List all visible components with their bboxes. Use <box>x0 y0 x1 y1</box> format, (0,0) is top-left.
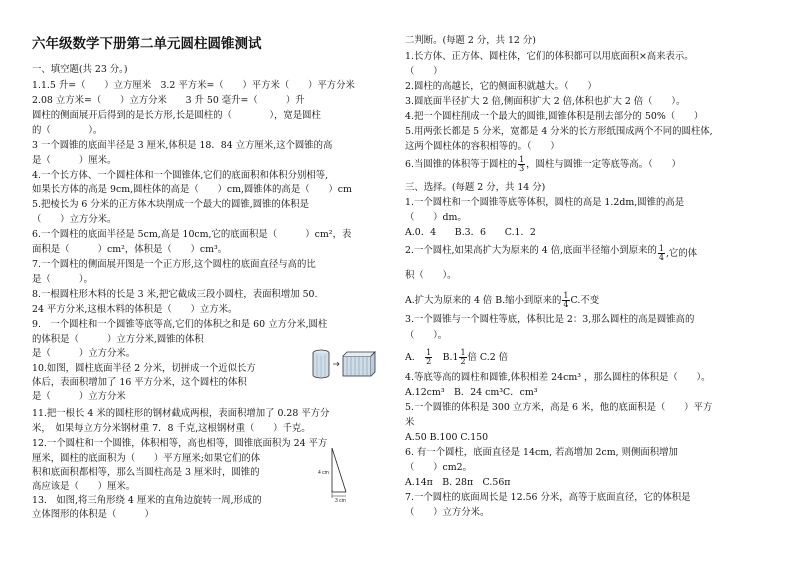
left-line: 的体积是（ ）立方分米,圆锥的体积 <box>32 334 204 345</box>
left-line: 9. 一个圆柱和一个圆锥等底等高,它们的体积之和是 60 立方分米,圆柱 <box>32 319 328 330</box>
left-line: 1.1.5 升=（ ）立方厘米 3.2 平方米=（ ）平方米（ ）平方分米 <box>32 80 355 91</box>
choice-3-line1: 3.一个圆锥与一个圆柱等底，体积比是 2：3,那么圆柱的高是圆锥高的 <box>405 314 695 325</box>
left-line: 米， 如果每立方分米钢材重 7．8 千克,这根钢材重（ ）千克。 <box>32 423 311 434</box>
left-line: 面积是（ ）cm²，体积是（ ）cm³。 <box>32 244 228 255</box>
choice-line: （ ）cm2。 <box>405 462 472 473</box>
triangle-figure <box>316 446 366 502</box>
fraction-one-fourth: $\frac{1}{4}$ <box>658 244 664 262</box>
left-line: 厘米，圆柱的底面积为（ ）平方厘米;如果它们的体 <box>32 453 261 464</box>
left-line: 是（ ）立方分米。 <box>32 348 136 359</box>
left-line: 一、填空题(共 23 分。) <box>32 64 128 75</box>
left-line: 24 平方分米,这根木料的体积是（ ）立方米。 <box>32 304 238 315</box>
choice-line: A.0．4 B.3．6 C.1．2 <box>405 227 536 238</box>
left-line: （ ）立方分米。 <box>32 214 117 225</box>
choice-line: 5.一个圆锥的体积是 300 立方米，高是 6 米，他的底面积是（ ）平方 <box>405 402 713 413</box>
judge-line: 5.用两张长都是 5 分米，宽都是 4 分米的长方形纸围成两个不同的圆柱体, <box>405 126 713 137</box>
left-line: 5.把棱长为 6 分米的正方体木块削成一个最大的圆锥,圆锥的体积是 <box>32 199 309 210</box>
choice-line: 7.一个圆柱的底面周长是 12.56 分米，高等于底面直径，它的体积是 <box>405 492 691 503</box>
choice-2-line2: 积（ ）。 <box>405 270 457 281</box>
left-line: 如果长方体的高是 9cm,圆柱体的高是（ ）cm,圆锥体的高是（ ）cm <box>32 184 352 195</box>
left-line: 12.一个圆柱和一个圆锥，体积相等，高也相等，圆锥底面积为 24 平方 <box>32 438 328 449</box>
choice-3-line2: （ ）。 <box>405 330 448 341</box>
choice-3-options: A. $\frac{1}{2}$ B.1 $\frac{1}{2}$ 倍 C.2 倍 <box>405 348 509 366</box>
left-line: 2.08 立方米=（ ）立方分米 3 升 50 毫升=（ ）升 <box>32 95 305 106</box>
left-line: 积和底面积都相等，那么当圆柱高是 3 厘米时，圆锥的 <box>32 467 260 478</box>
left-line: 13. 如图,将三角形绕 4 厘米的直角边旋转一周,形成的 <box>32 495 262 506</box>
left-line: 8.一根圆柱形木料的长是 3 米,把它截成三段小圆柱，表面积增加 50. <box>32 289 318 300</box>
choice-line: 6. 有一个圆柱，底面直径是 14cm, 若高增加 2cm, 则侧面积增加 <box>405 447 678 458</box>
judge-line: 这两个圆柱体的容积相等的。（ ） <box>405 141 560 152</box>
left-line: 3 一个圆锥的底面半径是 3 厘米,体积是 18．84 立方厘米,这个圆锥的高 <box>32 140 333 151</box>
judge-line: （ ） <box>405 66 443 77</box>
choice-line: （ ）立方分米。 <box>405 507 490 518</box>
choice-line: 米 <box>405 417 415 428</box>
fraction-one-half-b: $\frac{1}{2}$ <box>460 348 466 366</box>
judge-item-6: 6.当圆锥的体积等于圆柱的 $\frac{1}{3}$ ，圆柱与圆锥一定等底等高。（ ） <box>405 155 681 173</box>
left-line: 圆柱的侧面展开后得到的是长方形,长是圆柱的（ ），宽是圆柱 <box>32 110 321 121</box>
fraction-one-half: $\frac{1}{2}$ <box>426 348 432 366</box>
choice-line: A.12cm³ B．24 cm³C．cm³ <box>405 387 538 398</box>
judge-line: 3.圆底面半径扩大 2 倍,侧面积扩大 2 倍,体积也扩大 2 倍（ ）。 <box>405 96 686 107</box>
choice-line: 4.等底等高的圆柱和圆锥,体积相差 24cm³ ，那么圆柱的体积是（ ）。 <box>405 372 711 383</box>
left-line: 是（ ）厘米。 <box>32 155 117 166</box>
left-line: 4.一个长方体、一个圆柱体和一个圆锥体,它们的底面积和体积分别相等, <box>32 170 329 181</box>
choice-line: A.50 B.100 C.150 <box>405 432 489 443</box>
left-line: 7.一个圆柱的侧面展开图是一个正方形,这个圆柱的底面直径与高的比 <box>32 259 316 270</box>
left-line: 是（ ）。 <box>32 274 93 285</box>
triangle-side-label: 4 cm <box>318 470 329 476</box>
left-line: 是（ ）立方分米 <box>32 391 126 402</box>
fraction-option-one-fourth: $\frac{1}{4}$ <box>563 291 569 309</box>
left-line: 6.一个圆柱的底面半径是 5cm,高是 10cm,它的底面积是（ ）cm²，表 <box>32 229 352 240</box>
fraction-one-third: $\frac{1}{3}$ <box>519 155 525 173</box>
left-line: 高应该是（ ）厘米。 <box>32 481 136 492</box>
triangle-base-label: 3 cm <box>335 498 346 502</box>
left-line: 的（ ）。 <box>32 125 103 136</box>
left-line: 11.把一根长 4 米的圆柱形的钢材截成两根，表面积增加了 0.28 平方分 <box>32 408 330 419</box>
choice-line: A.14π B. 28π C.56π <box>405 477 511 488</box>
page-title: 六年级数学下册第二单元圆柱圆锥测试 <box>32 36 262 52</box>
judge-line: 二判断。(每题 2 分，共 12 分) <box>405 35 536 46</box>
cylinder-figure <box>311 348 381 380</box>
judge-line: 4.把一个圆柱削成一个最大的圆锥,圆锥体积是削去部分的 50%（ ） <box>405 111 704 122</box>
judge-line: 1.长方体、正方体、圆柱体，它们的体积都可以用底面积×高来表示。 <box>405 51 694 62</box>
choice-line: 1.一个圆柱和一个圆锥等底等体积，圆柱的高是 1.2dm,圆锥的高是 <box>405 197 685 208</box>
choice-line: 2.一个圆柱,如果高扩大为原来的 4 倍,底面半径缩小到原来的 <box>405 245 657 256</box>
judge-line: 2.圆柱的高越长，它的侧面积就越大。（ ） <box>405 81 597 92</box>
choice-line: （ ）dm。 <box>405 212 467 223</box>
left-line: 立体图形的体积是（ ） <box>32 509 154 520</box>
left-line: 体后，表面积增加了 16 平方分米，这个圆柱的体积 <box>32 377 247 388</box>
choice-2-line1-fraction: $\frac{1}{4}$ ,它的体 <box>658 244 698 262</box>
left-line: 10.如图，圆柱底面半径 2 分米，切拼成一个近似长方 <box>32 363 256 374</box>
choice-line: 三、选择。(每题 2 分，共 14 分) <box>405 182 546 193</box>
choice-2-options: A.扩大为原来的 4 倍 B.缩小到原来的 $\frac{1}{4}$ C.不变 <box>405 291 600 309</box>
